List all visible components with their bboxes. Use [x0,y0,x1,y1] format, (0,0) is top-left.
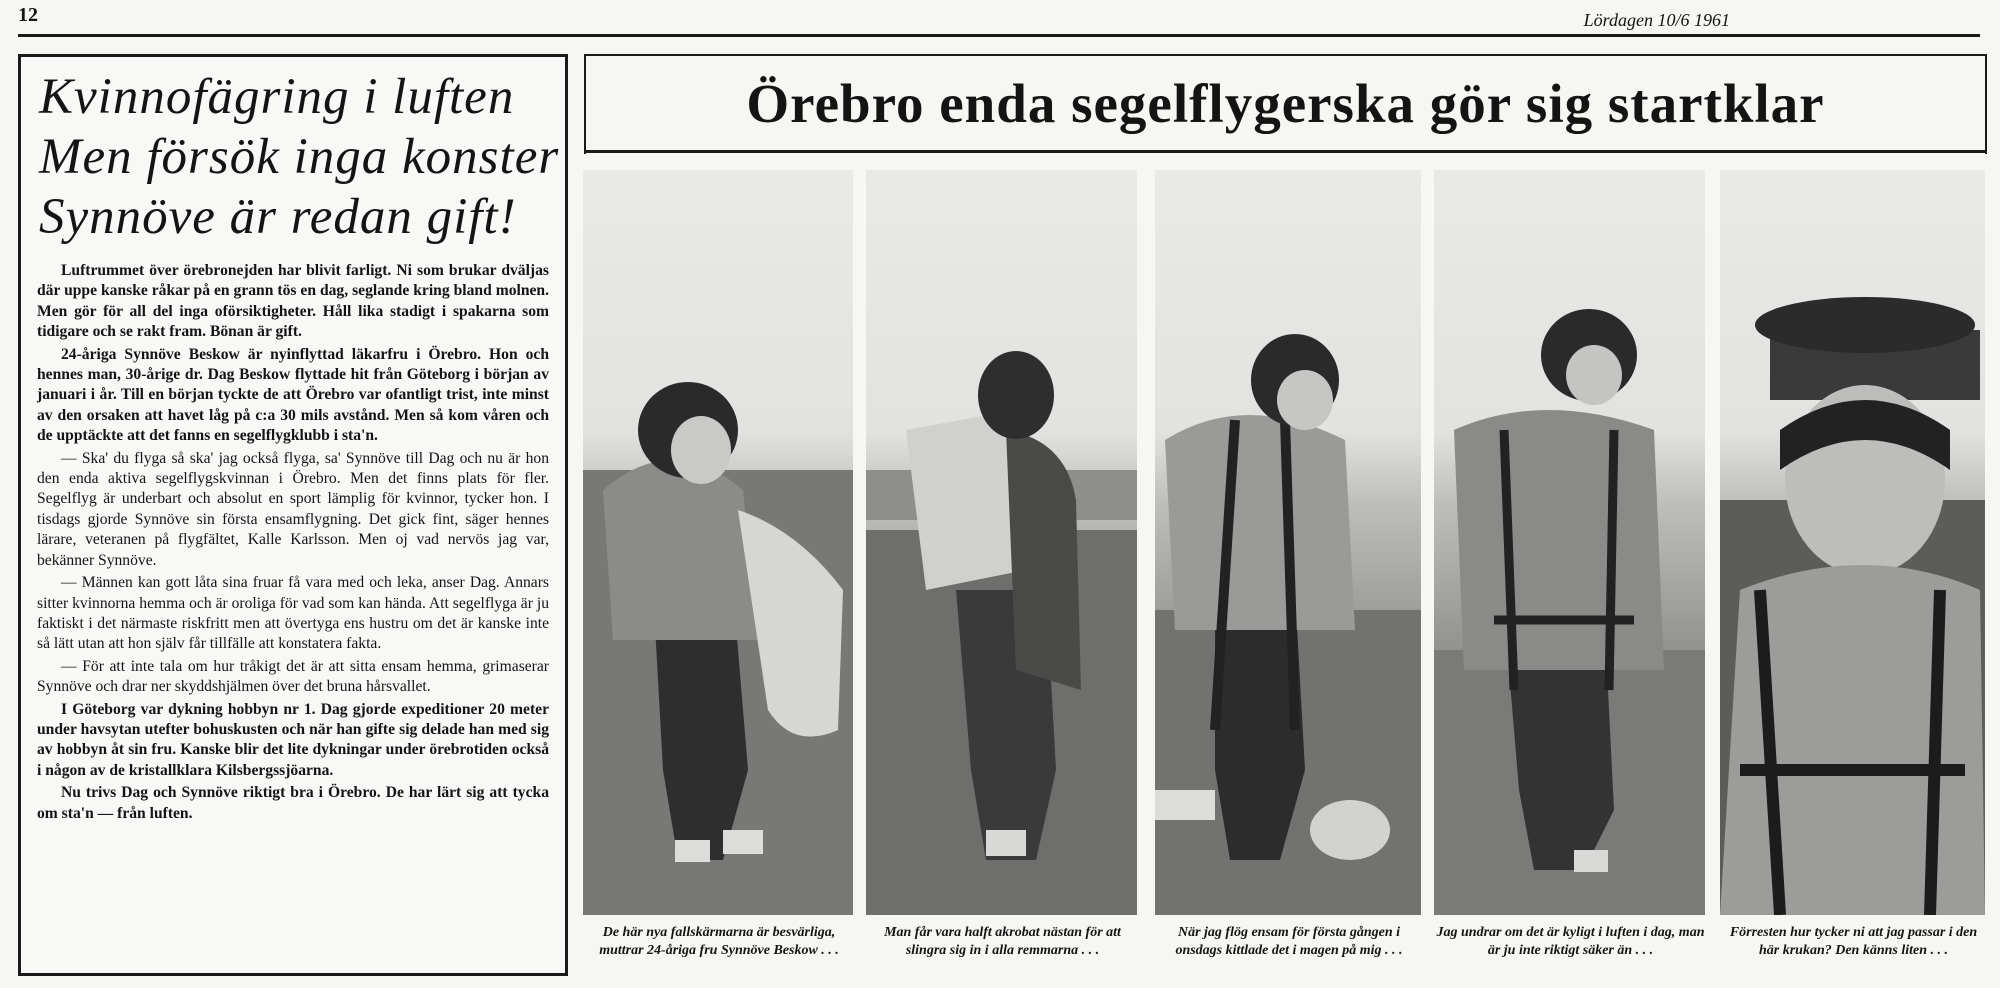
left-article [18,54,568,976]
caption-5: Förresten hur tycker ni att jag passar i den här krukan? Den känns liten . . . [1729,925,1978,958]
headline-line-2: Men försök inga konster [39,129,560,185]
paragraph-6: I Göteborg var dykning hobbyn nr 1. Dag gjorde expeditioner 20 meter under havsytan utefter bohuskusten och när han gifte sig delade han med sig av hobbyn åt sin fru. Kanske blir det lite dykningar under örebrotiden också i någon av de kristallklara Kilsbergssjöarna. [37,700,549,779]
headline-rule [584,150,1987,153]
photo-4 [1434,170,1705,915]
caption-4: Jag undrar om det är kyligt i luften i dag, man är ju inte riktigt säker än . . . [1436,925,1705,958]
article-body [37,261,549,824]
caption-3: När jag flög ensam för första gången i onsdags kittlade det i magen på mig . . . [1175,925,1403,958]
right-headline: Örebro enda segelflygerska gör sig startklar [746,73,1825,134]
paragraph-5: — För att inte tala om hur tråkigt det är att sitta ensam hemma, grimaserar Synnöve och drar ner skyddshjälmen över det bruna hårsvallet. [37,657,549,696]
photo-2 [866,170,1137,915]
paragraph-3: — Ska' du flyga så ska' jag också flyga, sa' Synnöve till Dag och nu är hon den enda aktiva segelflygskvinnan i Örebro. Men det finns plats för fler. Segelflyg är underbart och absolut en sport lämplig för kvinnor, tycker hon. I tisdags gjorde Synnöve sin första ensamflygning. Det gick fint, säger hennes lärare, veteranen på flygfältet, Kalle Karlsson. Men oj vad nervös jag var, bekänner Synnöve. [37,449,549,569]
headline-line-3: Synnöve är redan gift! [39,189,517,245]
issue-date: Lördagen 10/6 1961 [1583,10,1730,30]
lead-paragraph: Luftrummet över örebronejden har blivit farligt. Ni som brukar dväljas där uppe kanske råkar på en grann tös en dag, seglande kring bland molnen. Men gör för all del inga oförsiktigheter. Håll lika stadigt i spakarna som tidigare och se rakt fram. Bönan är gift. [37,262,549,341]
photo-5 [1720,170,1985,915]
paragraph-2: 24-åriga Synnöve Beskow är nyinflyttad läkarfru i Örebro. Hon och hennes man, 30-årige dr. Dag Beskow flyttade hit från Göteborg i början av januari i år. Till en början tyckte de att Örebro var ofantligt trist, inte minst av den orsaken att havet låg på c:a 30 mils avstånd. Men så kom våren och de upptäckte att det fanns en segelflygklubb i sta'n. [37,345,549,445]
caption-1: De här nya fallskärmarna är besvärliga, muttrar 24-åriga fru Synnöve Beskow . . . [599,925,839,958]
paragraph-4: — Männen kan gott låta sina fruar få vara med och leka, anser Dag. Annars sitter kvinnorna hemma och är oroliga för vad som kan hända. Att segelflyga är ju faktiskt i det närmaste riskfritt men att övertyga ens hustru om det är kanske inte så lätt utan att hon själv får tillfälle att konstatera fakta. [37,574,549,653]
photo-3 [1155,170,1421,915]
left-headline [39,67,560,247]
photo-1 [583,170,853,915]
headline-line-1: Kvinnofägring i luften [39,69,515,125]
paragraph-7: Nu trivs Dag och Synnöve riktigt bra i Örebro. De har lärt sig att tycka om sta'n — från luften. [37,784,549,822]
page-number: 12 [18,4,38,26]
caption-2: Man får vara halft akrobat nästan för att slingra sig in i alla remmarna . . . [884,925,1121,958]
masthead-rule [18,34,1980,37]
